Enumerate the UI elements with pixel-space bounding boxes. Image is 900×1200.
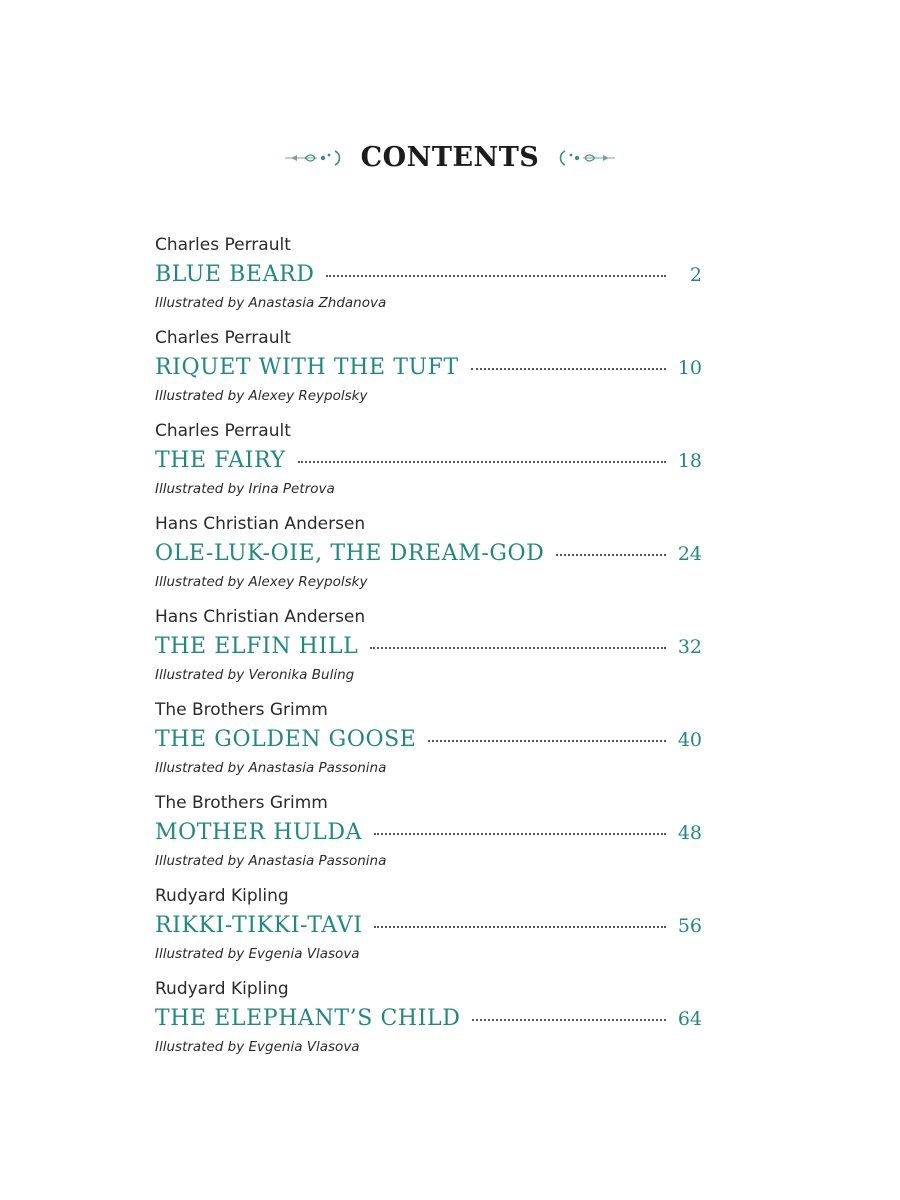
entry-illustrator: Illustrated by Evgenia Vlasova xyxy=(155,1039,360,1055)
table-of-contents xyxy=(155,233,702,1070)
toc-entry[interactable] xyxy=(155,977,702,1070)
entry-author: Charles Perrault xyxy=(155,328,291,348)
entry-page-number: 18 xyxy=(677,450,702,472)
entry-title[interactable]: OLE-LUK-OIE, THE DREAM-GOD xyxy=(155,541,545,566)
entry-author: Charles Perrault xyxy=(155,421,291,441)
entry-title-row xyxy=(155,818,702,848)
entry-title[interactable]: RIKKI-TIKKI-TAVI xyxy=(155,913,363,938)
entry-title[interactable]: THE FAIRY xyxy=(155,448,286,473)
entry-author: The Brothers Grimm xyxy=(155,700,328,720)
flourish-right-icon xyxy=(555,148,617,168)
entry-title[interactable]: BLUE BEARD xyxy=(155,262,315,287)
toc-entry[interactable] xyxy=(155,233,702,326)
entry-title-row xyxy=(155,1004,702,1034)
entry-page-number: 32 xyxy=(677,636,702,658)
dot-leader xyxy=(471,368,666,370)
entry-illustrator: Illustrated by Anastasia Passonina xyxy=(155,853,387,869)
entry-title-row xyxy=(155,911,702,941)
entry-page-number: 48 xyxy=(677,822,702,844)
entry-page-number: 64 xyxy=(677,1008,702,1030)
entry-title[interactable]: THE ELEPHANT’S CHILD xyxy=(155,1006,461,1031)
dot-leader xyxy=(556,554,665,556)
entry-illustrator: Illustrated by Veronika Buling xyxy=(155,667,355,683)
entry-title-row xyxy=(155,446,702,476)
contents-heading xyxy=(0,138,900,178)
toc-entry[interactable] xyxy=(155,512,702,605)
dot-leader xyxy=(326,275,666,277)
entry-illustrator: Illustrated by Evgenia Vlasova xyxy=(155,946,360,962)
entry-title[interactable]: THE ELFIN HILL xyxy=(155,634,359,659)
entry-author: The Brothers Grimm xyxy=(155,793,328,813)
flourish-left-icon xyxy=(283,148,345,168)
entry-page-number: 40 xyxy=(677,729,702,751)
toc-entry[interactable] xyxy=(155,326,702,419)
entry-illustrator: Illustrated by Alexey Reypolsky xyxy=(155,388,368,404)
entry-title-row xyxy=(155,260,702,290)
entry-title[interactable]: RIQUET WITH THE TUFT xyxy=(155,355,459,380)
dot-leader xyxy=(472,1019,665,1021)
toc-entry[interactable] xyxy=(155,884,702,977)
entry-author: Rudyard Kipling xyxy=(155,979,289,999)
dot-leader xyxy=(298,461,666,463)
entry-illustrator: Illustrated by Anastasia Passonina xyxy=(155,760,387,776)
entry-page-number: 2 xyxy=(689,264,702,286)
entry-title[interactable]: THE GOLDEN GOOSE xyxy=(155,727,417,752)
entry-title-row xyxy=(155,632,702,662)
toc-entry[interactable] xyxy=(155,698,702,791)
toc-entry[interactable] xyxy=(155,605,702,698)
entry-page-number: 56 xyxy=(677,915,702,937)
dot-leader xyxy=(374,833,666,835)
entry-page-number: 24 xyxy=(677,543,702,565)
entry-title[interactable]: MOTHER HULDA xyxy=(155,820,363,845)
toc-entry[interactable] xyxy=(155,419,702,512)
dot-leader xyxy=(370,647,666,649)
entry-title-row xyxy=(155,353,702,383)
dot-leader xyxy=(428,740,665,742)
entry-author: Charles Perrault xyxy=(155,235,291,255)
dot-leader xyxy=(374,926,665,928)
entry-title-row xyxy=(155,725,702,755)
page-title: CONTENTS xyxy=(360,142,540,173)
entry-illustrator: Illustrated by Irina Petrova xyxy=(155,481,335,497)
entry-author: Hans Christian Andersen xyxy=(155,607,366,627)
toc-entry[interactable] xyxy=(155,791,702,884)
entry-illustrator: Illustrated by Anastasia Zhdanova xyxy=(155,295,387,311)
entry-author: Rudyard Kipling xyxy=(155,886,289,906)
entry-title-row xyxy=(155,539,702,569)
entry-author: Hans Christian Andersen xyxy=(155,514,366,534)
entry-page-number: 10 xyxy=(677,357,702,379)
entry-illustrator: Illustrated by Alexey Reypolsky xyxy=(155,574,368,590)
